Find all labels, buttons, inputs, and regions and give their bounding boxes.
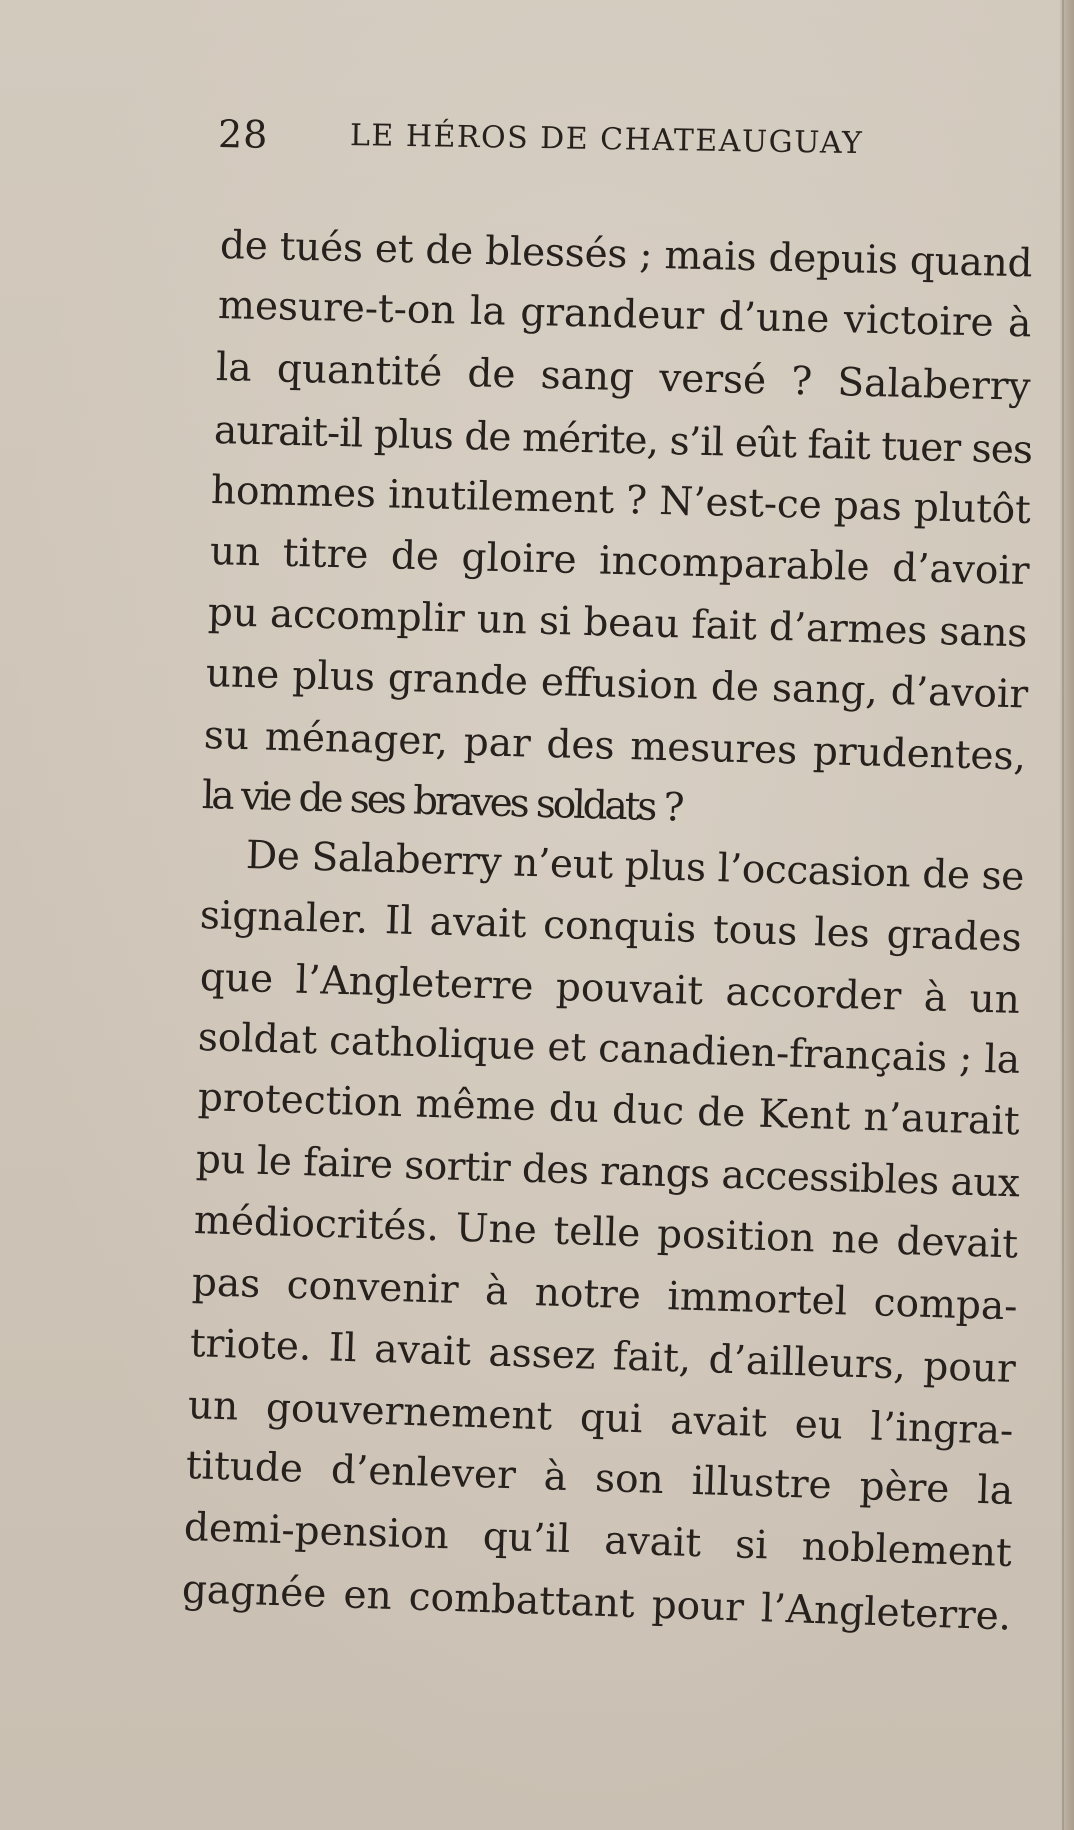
text-line: triote. Il avait assez fait, d’ailleurs, pour <box>189 1321 1017 1392</box>
running-title: LE HÉROS DE CHATEAUGUAY <box>349 118 864 162</box>
text-line: pu le faire sortir des rangs accessibles aux <box>195 1137 1021 1207</box>
page-number: 28 <box>217 112 269 157</box>
page-header <box>218 112 919 173</box>
text-line: titude d’enlever à son illustre père la <box>185 1443 1014 1514</box>
text-line: hommes inutilement ? N’est-ce pas plutôt <box>210 468 1032 534</box>
text-line: De Salaberry n’eut plus l’occasion de se <box>245 833 1025 900</box>
text-line: médiocrités. Une telle position ne devait <box>193 1198 1019 1268</box>
text-line: de tués et de blessés ; mais depuis quand <box>219 223 1033 287</box>
text-line: pu accomplir un si beau fait d’armes sans <box>207 590 1028 657</box>
text-line: su ménager, par des mesures prudentes, <box>203 713 1027 780</box>
text-line: soldat catholique et canadien-français ; la <box>197 1015 1021 1083</box>
text-line: pas convenir à notre immortel compa- <box>191 1260 1019 1330</box>
text-line: un titre de gloire incomparable d’avoir <box>209 529 1031 595</box>
page-edge-line <box>1062 0 1064 1830</box>
text-line: protection même du duc de Kent n’aurait <box>197 1075 1021 1145</box>
text-line: signaler. Il avait conquis tous les grades <box>199 893 1023 961</box>
text-line: la vie de ses braves soldats ? <box>201 773 683 831</box>
text-line: aurait-il plus de mérite, s’il eût fait tuer ses <box>213 408 1033 473</box>
text-line: un gouvernement qui avait eu l’ingra- <box>187 1383 1014 1454</box>
text-line: la quantité de sang versé ? Salaberry <box>215 345 1031 410</box>
text-line: mesure-t-on la grandeur d’une victoire à <box>217 283 1032 347</box>
text-line: gagnée en combattant pour l’Angleterre. <box>181 1567 1012 1640</box>
text-line: demi-pension qu’il avait si noblement <box>183 1505 1013 1576</box>
text-line: que l’Angleterre pouvait accorder à un <box>199 955 1021 1023</box>
text-line: une plus grande effusion de sang, d’avoir <box>205 651 1029 718</box>
